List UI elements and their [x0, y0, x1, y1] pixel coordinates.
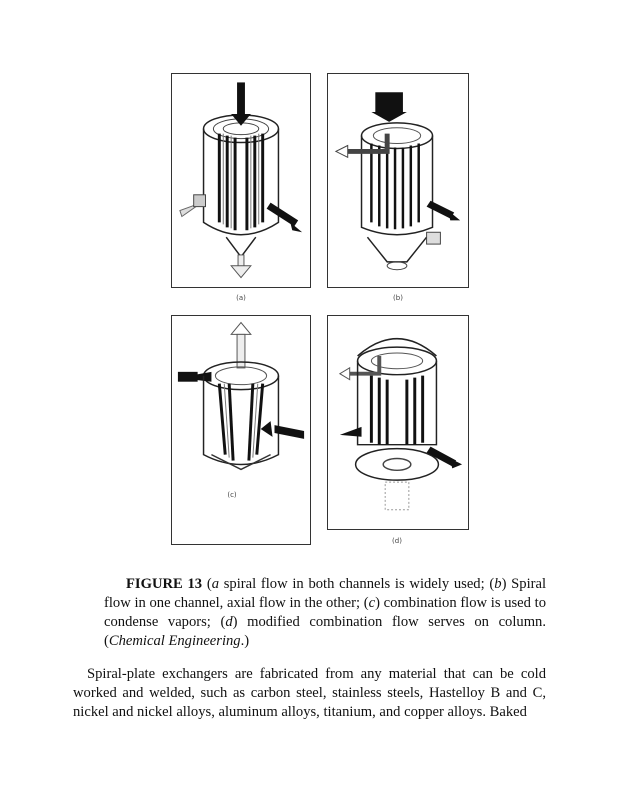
caption-marker-a: a: [211, 576, 219, 592]
figure-panel-c: [171, 315, 311, 545]
caption-text-b: ) Spiral flow in one channel, axial flow in the other; (: [104, 576, 547, 611]
caption-marker-c: c: [368, 595, 376, 611]
figure-number: FIGURE 13: [126, 576, 203, 592]
panel-label-a: (a): [236, 294, 246, 302]
caption-text-a: spiral flow in both channels is widely used; (: [219, 576, 495, 592]
body-paragraph: Spiral-plate exchangers are fabricated from any material that can be cold worked and welded, such as carbon steel, stainless steels, Hastelloy B and C, nickel and nickel alloys, aluminum alloys, titanium, and copper alloys. Baked: [73, 666, 546, 720]
spiral-exchanger-illustration-a: [172, 74, 310, 287]
figure-panel-a: [171, 73, 311, 288]
caption-source: Chemical Engineering: [108, 633, 241, 649]
caption-marker-d: d: [225, 614, 233, 630]
caption-marker-b: b: [494, 576, 502, 592]
spiral-exchanger-illustration-b: [328, 74, 468, 287]
figure-caption: FIGURE 13 (a spiral flow in both channels is widely used; (b) Spiral flow in one channel, axial flow in the other; (c) combination flow is used to condense vapors; (d) modified combination flow serves on column. (Chemical Engineering.): [104, 576, 547, 649]
panel-label-d: (d): [392, 537, 402, 545]
figure-panel-d: [327, 315, 469, 530]
panel-label-c: (c): [227, 491, 237, 499]
spiral-exchanger-illustration-c: [172, 316, 310, 544]
panel-label-b: (b): [393, 294, 403, 302]
spiral-exchanger-illustration-d: [328, 316, 468, 529]
caption-end: .): [240, 633, 250, 649]
caption-text-c: ) combination flow is used to condense vapors; (: [104, 595, 546, 630]
caption-text-d: ) modified combination flow serves on column. (: [104, 614, 546, 649]
figure-panel-b: [327, 73, 469, 288]
